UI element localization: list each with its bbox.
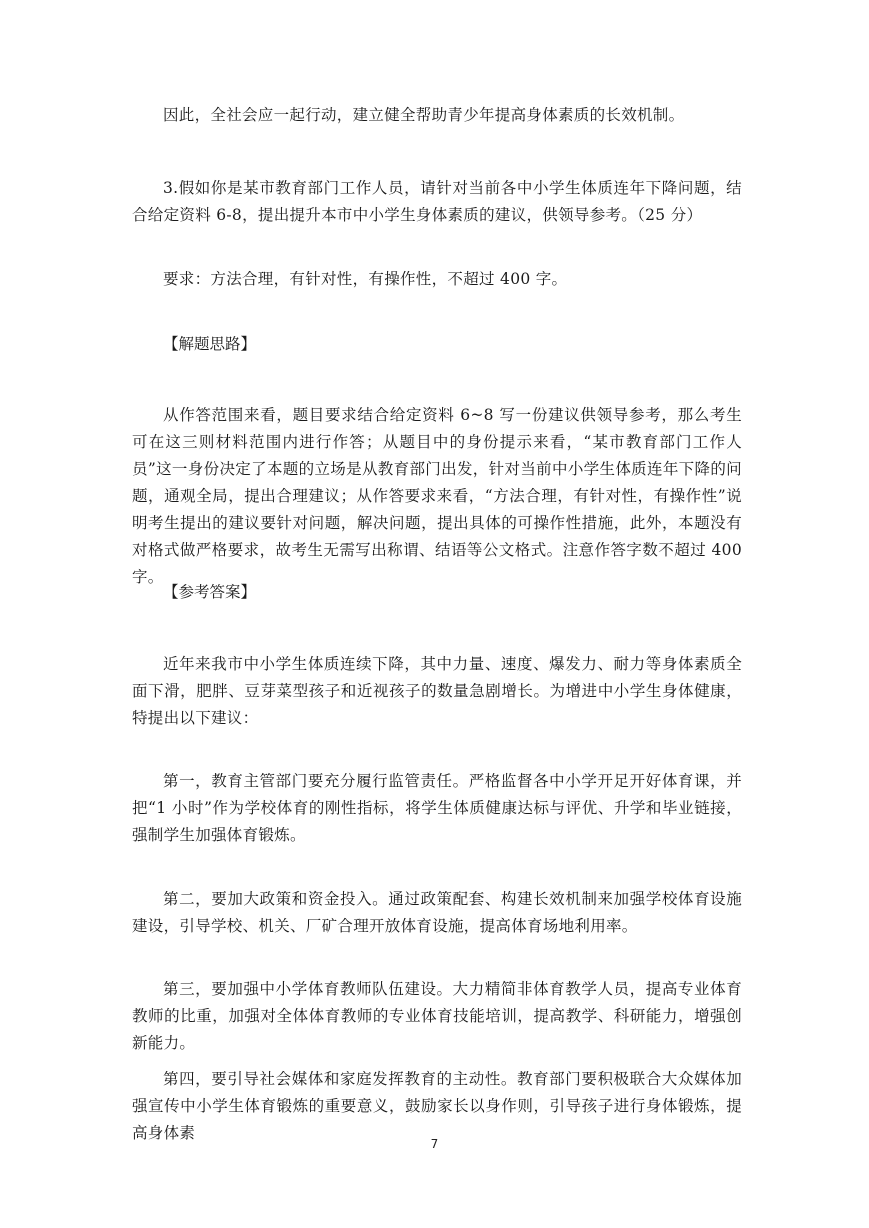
heading-answer: 【参考答案】 (163, 583, 257, 601)
heading-approach: 【解题思路】 (163, 335, 257, 353)
paragraph-point-2: 第二，要加大政策和资金投入。通过政策配套、构建长效机制来加强学校体育设施建设，引导学校、机关、厂矿合理开放体育设施，提高体育场地利用率。 (132, 890, 742, 935)
paragraph-requirement: 要求：方法合理，有针对性，有操作性，不超过 400 字。 (163, 270, 568, 288)
paragraph-conclusion: 因此，全社会应一起行动，建立健全帮助青少年提高身体素质的长效机制。 (163, 106, 685, 124)
paragraph-intro: 近年来我市中小学生体质连续下降，其中力量、速度、爆发力、耐力等身体素质全面下滑，肥胖、豆芽菜型孩子和近视孩子的数量急剧增长。为增进中小学生身体健康，特提出以下建议： (132, 655, 742, 727)
paragraph-point-3: 第三，要加强中小学体育教师队伍建设。大力精简非体育教学人员，提高专业体育教师的比重，加强对全体体育教师的专业体育技能培训，提高教学、科研能力，增强创新能力。 (132, 980, 742, 1052)
paragraph-point-1: 第一，教育主管部门要充分履行监管责任。严格监督各中小学开足开好体育课，并把“1 小时”作为学校体育的刚性指标，将学生体质健康达标与评优、升学和毕业链接，强制学生加强体育锻炼。 (132, 772, 742, 844)
page-number: 7 (430, 1137, 439, 1151)
paragraph-question: 3.假如你是某市教育部门工作人员，请针对当前各中小学生体质连年下降问题，结合给定资料 6-8，提出提升本市中小学生身体素质的建议，供领导参考。（25 分） (132, 179, 742, 224)
paragraph-point-4: 第四，要引导社会媒体和家庭发挥教育的主动性。教育部门要积极联合大众媒体加强宣传中小学生体育锻炼的重要意义，鼓励家长以身作则，引导孩子进行身体锻炼，提高身体素 (132, 1070, 742, 1142)
paragraph-approach: 从作答范围来看，题目要求结合给定资料 6~8 写一份建议供领导参考，那么考生可在这三则材料范围内进行作答；从题目中的身份提示来看，“某市教育部门工作人员”这一身份决定了本题的立场是从教育部门出发，针对当前中小学生体质连年下降的问题，通观全局，提出合理建议；从作答要求来看，“方法合理，有针对性，有操作性”说明考生提出的建议要针对问题，解决问题，提出具体的可操作性措施，此外，本题没有对格式做严格要求，故考生无需写出称谓、结语等公文格式。注意作答字数不超过 400 字。 (132, 406, 748, 586)
